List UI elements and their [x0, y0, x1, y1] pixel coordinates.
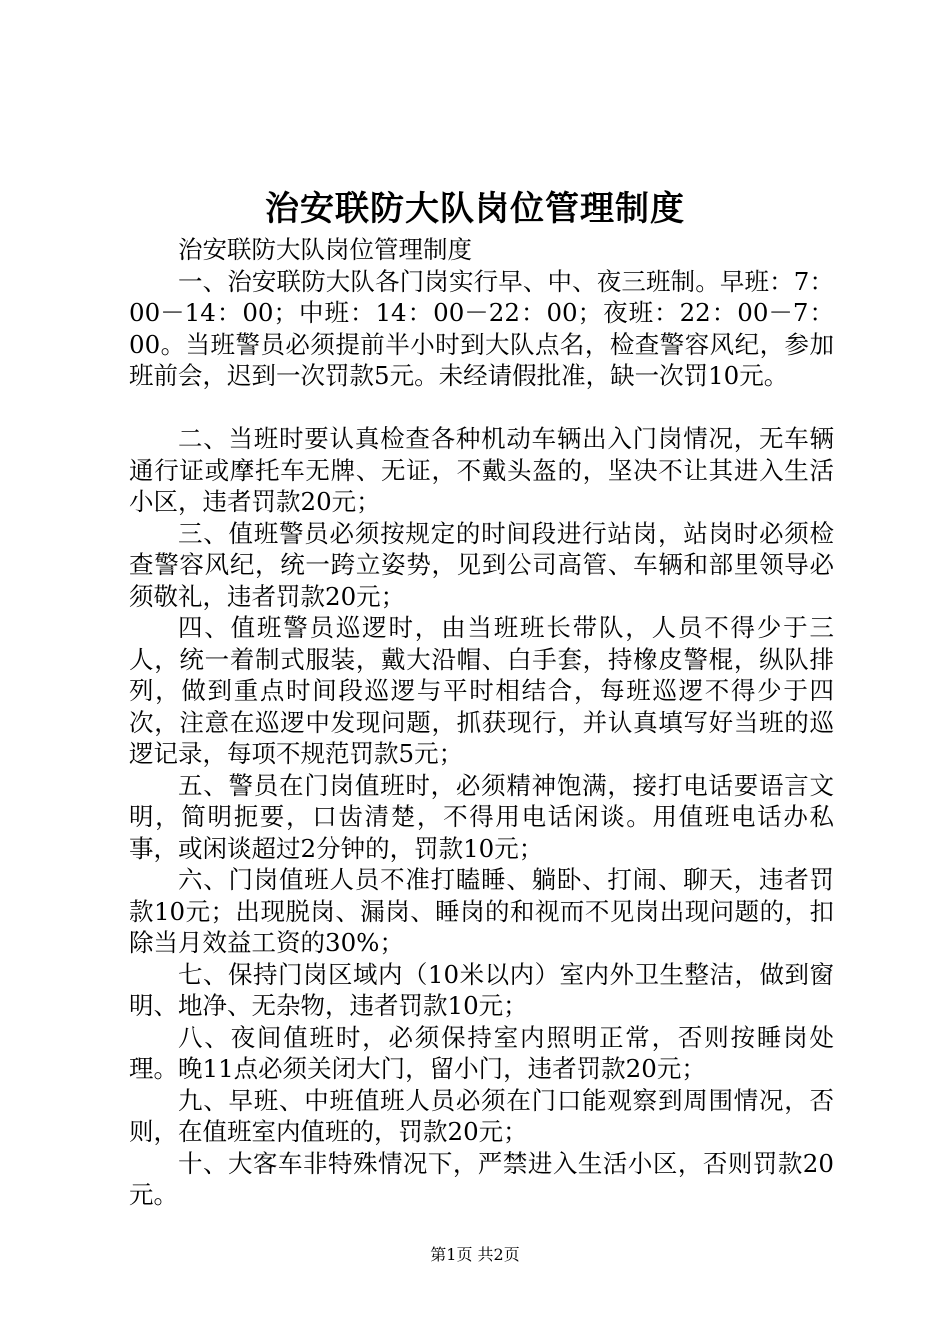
document-title: 治安联防大队岗位管理制度 — [265, 189, 685, 229]
body-paragraph: 治安联防大队岗位管理制度 — [178, 235, 472, 264]
document-body — [129, 234, 834, 1211]
body-paragraph: 四、值班警员巡逻时，由当班班长带队，人员不得少于三人，统一着制式服装，戴大沿帽、白手套，持橡皮警棍，纵队排列，做到重点时间段巡逻与平时相结合，每班巡逻不得少于四次，注意在巡逻中发现问题，抓获现行，并认真填写好当班的巡逻记录，每项不规范罚款5元； — [129, 613, 834, 768]
body-paragraph: 八、夜间值班时，必须保持室内照明正常，否则按睡岗处理。晚11点必须关闭大门，留小门，违者罚款20元； — [129, 1022, 834, 1083]
body-paragraph: 七、保持门岗区域内（10米以内）室内外卫生整洁，做到窗明、地净、无杂物，违者罚款10元； — [129, 959, 834, 1020]
body-paragraph: 十、大客车非特殊情况下，严禁进入生活小区，否则罚款20元。 — [129, 1148, 834, 1209]
body-paragraph: 二、当班时要认真检查各种机动车辆出入门岗情况，无车辆通行证或摩托车无牌、无证，不戴头盔的，坚决不让其进入生活小区，违者罚款20元； — [129, 424, 834, 516]
body-paragraph: 三、值班警员必须按规定的时间段进行站岗，站岗时必须检查警容风纪，统一跨立姿势，见到公司高管、车辆和部里领导必须敬礼，违者罚款20元； — [129, 518, 834, 611]
body-paragraph: 六、门岗值班人员不准打瞌睡、躺卧、打闹、聊天，违者罚款10元；出现脱岗、漏岗、睡岗的和视而不见岗出现问题的，扣除当月效益工资的30%； — [129, 865, 834, 957]
page-number-footer: 第1页 共2页 — [430, 1245, 520, 1264]
body-paragraph: 九、早班、中班值班人员必须在门口能观察到周围情况，否则，在值班室内值班的，罚款20元； — [129, 1085, 834, 1146]
body-paragraph: 五、警员在门岗值班时，必须精神饱满，接打电话要语言文明，简明扼要，口齿清楚，不得用电话闲谈。用值班电话办私事，或闲谈超过2分钟的，罚款10元； — [129, 770, 834, 863]
body-paragraph: 一、治安联防大队各门岗实行早、中、夜三班制。早班：7：00－14：00；中班：14：00－22：00；夜班：22：00－7：00。当班警员必须提前半小时到大队点名，检查警容风纪，参加班前会，迟到一次罚款5元。未经请假批准，缺一次罚10元。 — [129, 266, 834, 390]
